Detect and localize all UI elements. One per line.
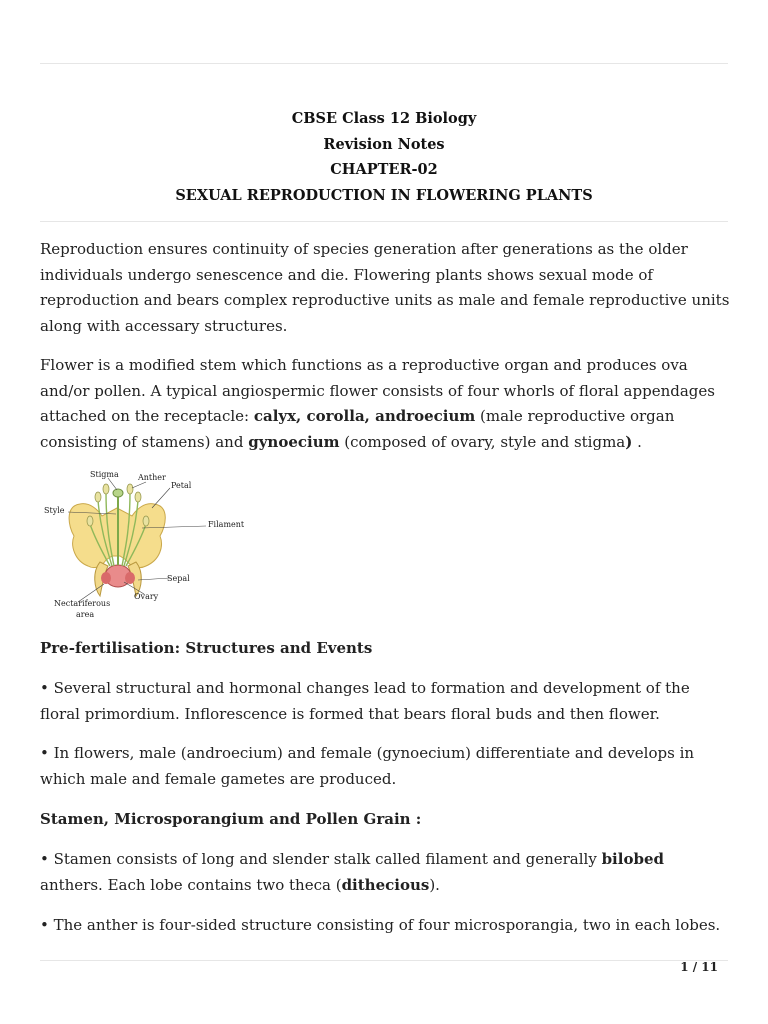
- intro-paragraph-1: Reproduction ensures continuity of species generation after generations as the older individuals undergo senescence and die. Flowering plants shows sexual mode of reproduction and bears complex reproductive units as male and female reproductive units along with accessary structures.: [40, 240, 730, 335]
- stamen-text-c: anthers. Each lobe contains two theca (: [40, 875, 342, 894]
- stamen-bold-bilobed: bilobed: [601, 850, 664, 868]
- intro-paragraph-2: [40, 353, 730, 455]
- bullet-stamen: [40, 847, 730, 898]
- flower-diagram: [40, 466, 245, 624]
- intro-p2-text-c: (male reproductive organ consisting of stamens) and: [40, 407, 675, 451]
- label-nectariferous: Nectariferous: [54, 599, 111, 608]
- header-line-2: Revision Notes: [323, 135, 445, 153]
- nectary-right: [125, 572, 135, 584]
- header-rule: [40, 221, 728, 222]
- intro-p2-text-e: (composed of ovary, style and stigma: [339, 432, 626, 451]
- page-number: 1 / 11: [680, 960, 718, 974]
- label-style: Style: [44, 506, 65, 515]
- label-anther: Anther: [138, 473, 166, 482]
- header-line-3: CHAPTER-02: [330, 161, 438, 178]
- intro-p2-text-g: .: [632, 432, 642, 451]
- stamen-text-e: ).: [429, 875, 440, 894]
- stamen-text-a: • Stamen consists of long and slender stalk called filament and generally: [40, 850, 602, 868]
- header-line-4: SEXUAL REPRODUCTION IN FLOWERING PLANTS: [175, 186, 593, 204]
- top-rule: [40, 63, 728, 64]
- bullet-floral-primordium: • Several structural and hormonal changes lead to formation and development of the floral primordium. Inflorescence is formed that bears floral buds and then flower.: [40, 679, 690, 723]
- intro-p2-text-a: Flower is a modified stem which functions as a reproductive organ and produces ova and/or pollen. A typical angiospermic flower consists of four whorls of floral appendages attached on the receptacle:: [40, 356, 715, 425]
- label-petal: Petal: [171, 481, 192, 490]
- section-heading-stamen: Stamen, Microsporangium and Pollen Grain :: [40, 810, 422, 828]
- footer-rule: [40, 960, 728, 961]
- bullet-androecium-gynoecium: • In flowers, male (androecium) and female (gynoecium) differentiate and develops in which male and female gametes are produced.: [40, 744, 695, 788]
- stamen-bold-dithecious: dithecious: [341, 875, 430, 894]
- label-stigma: Stigma: [90, 470, 119, 479]
- label-filament: Filament: [208, 520, 245, 529]
- nectary-left: [101, 572, 111, 584]
- document-header: [40, 106, 728, 208]
- intro-p2-bold-gynoecium: gynoecium: [248, 432, 340, 451]
- intro-p2-bold-whorls: calyx, corolla, androecium: [253, 407, 476, 425]
- intro-p2-bold-paren: ): [625, 432, 633, 451]
- label-area: area: [76, 610, 95, 619]
- header-line-1: CBSE Class 12 Biology: [291, 110, 477, 127]
- label-sepal: Sepal: [167, 574, 190, 583]
- bullet-anther: • The anther is four-sided structure consisting of four microsporangia, two in each lobes.: [40, 916, 721, 934]
- stigma-shape: [113, 489, 123, 497]
- section-heading-prefertilisation: Pre-fertilisation: Structures and Events: [40, 639, 373, 657]
- label-ovary: Ovary: [134, 592, 159, 601]
